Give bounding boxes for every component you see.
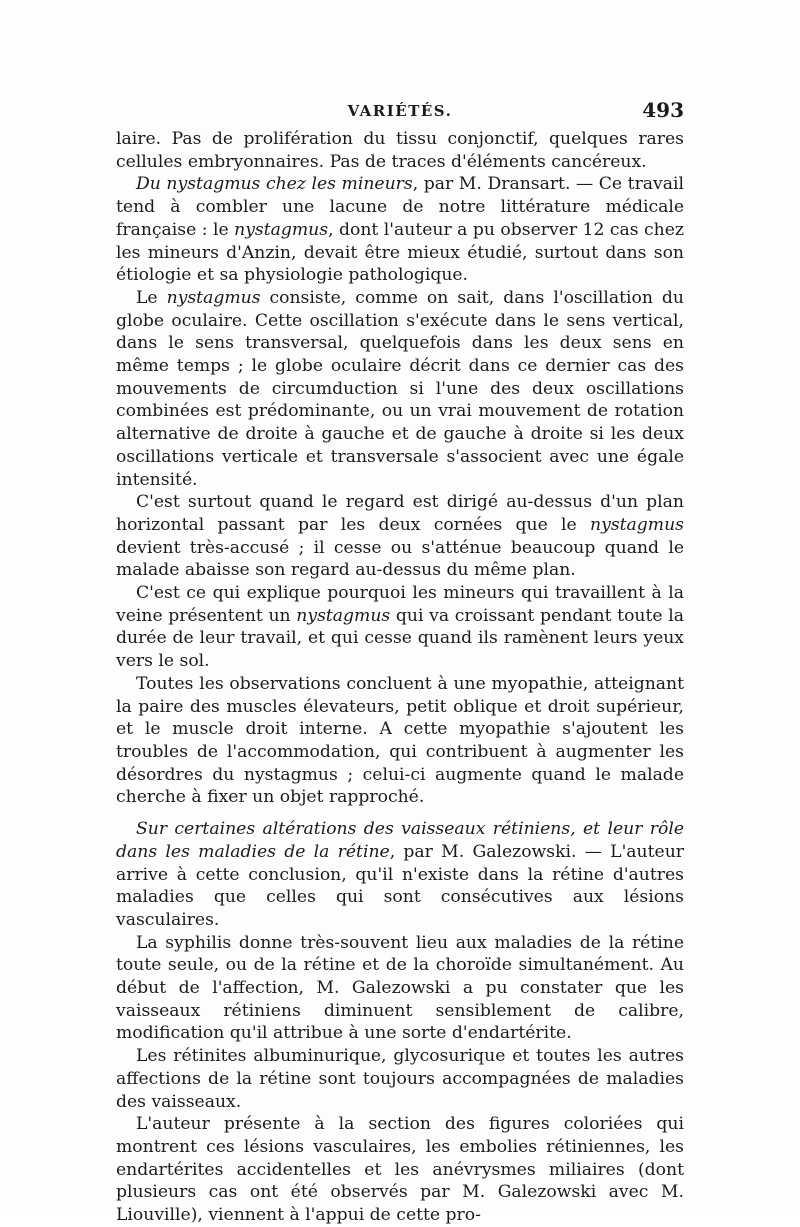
text-run: , par M. Dransart. — Ce travail tend à combler une lacune de notre littérature médicale française : le	[116, 174, 685, 240]
text-run: C'est ce qui explique pourquoi les mineurs qui travaillent à la veine présentent un	[116, 583, 684, 626]
italic-text: nystagmus	[590, 514, 684, 535]
paragraph	[116, 1045, 684, 1113]
running-title: VARIÉTÉS.	[347, 102, 453, 120]
paragraph-vaisseaux-heading	[116, 818, 684, 932]
text-run: qui va croissant pendant toute la durée de leur travail, et qui cesse quand ils ramènent leurs yeux vers le sol.	[116, 605, 684, 672]
paragraph	[116, 491, 684, 582]
text-run: devient très-accusé ; il cesse ou s'atténue beaucoup quand le malade abaisse son regard au-dessus du même plan.	[116, 537, 684, 581]
body-text	[116, 128, 684, 1227]
text-run: , par M. Galezowski. — L'auteur arrive à cette conclusion, qu'il n'existe dans la rétine d'autres maladies que celles qui sont consécutives aux lésions vasculaires.	[116, 841, 684, 930]
text-run: laire. Pas de prolifération du tissu conjonctif, quelques rares cellules embryonnaires. Pas de traces d'éléments cancéreux.	[116, 129, 684, 172]
italic-text: Sur certaines altérations des vaisseaux rétiniens, et leur rôle dans les maladies de la rétine	[116, 819, 684, 862]
italic-text: Du nystagmus chez les mineurs	[136, 174, 413, 195]
text-run: consiste, comme on sait, dans l'oscillation du globe oculaire. Cette oscillation s'exécute dans le sens vertical, dans le sens transversal, quelquefois dans les deux sens en même temps ; le globe oculaire décrit dans ce dernier cas des mouvements de circumduction si l'une des deux oscillations combinées est prédominante, ou un vrai mouvement de rotation alternative de droite à gauche et de gauche à droite si les deux oscillations verticale et transversale s'associent avec une égale intensité.	[116, 287, 684, 490]
paragraph-nystagmus-heading	[116, 173, 684, 287]
italic-text: nystagmus	[234, 219, 329, 240]
text-run: Le	[136, 287, 167, 308]
paragraph	[116, 582, 684, 673]
text-run: C'est surtout quand le regard est dirigé au-dessus d'un plan horizontal passant par les deux cornées que le	[116, 492, 684, 535]
italic-text: nystagmus	[296, 605, 391, 626]
paragraph	[116, 1113, 684, 1227]
paragraph	[116, 287, 684, 491]
text-run: , dont l'auteur a pu observer 12 cas chez les mineurs d'Anzin, devait être mieux étudié, surtout dans son étiologie et sa physiologie pathologique.	[116, 219, 684, 286]
paragraph-continuation	[116, 128, 684, 173]
text-run: Les rétinites albuminurique, glycosurique et toutes les autres affections de la rétine sont toujours accompagnées de maladies des vaisseaux.	[116, 1046, 684, 1112]
text-run: La syphilis donne très-souvent lieu aux maladies de la rétine toute seule, ou de la rétine et de la choroïde simultanément. Au début de l'affection, M. Galezowski a pu constater que les vaisseaux rétiniens diminuent sensiblement de calibre, modification qu'il attribue à une sorte d'endartérite.	[116, 932, 684, 1044]
page-number: 493	[642, 98, 684, 122]
paragraph	[116, 673, 684, 809]
paragraph	[116, 932, 684, 1046]
text-run: L'auteur présente à la section des figures coloriées qui montrent ces lésions vasculaires, les embolies rétiniennes, les endartérites accidentelles et les anévrysmes miliaires (dont plusieurs cas ont été observés par M. Galezowski avec M. Liouville), viennent à l'appui de cette pro-	[116, 1114, 684, 1226]
running-head	[116, 98, 684, 122]
italic-text: nystagmus	[166, 287, 261, 308]
text-run: Toutes les observations concluent à une myopathie, atteignant la paire des muscles élevateurs, petit oblique et droit supérieur, et le muscle droit interne. A cette myopathie s'ajoutent les troubles de l'accommodation, qui contribuent à augmenter les désordres du nystagmus ; celui-ci augmente quand le malade cherche à fixer un objet rapproché.	[116, 673, 684, 808]
